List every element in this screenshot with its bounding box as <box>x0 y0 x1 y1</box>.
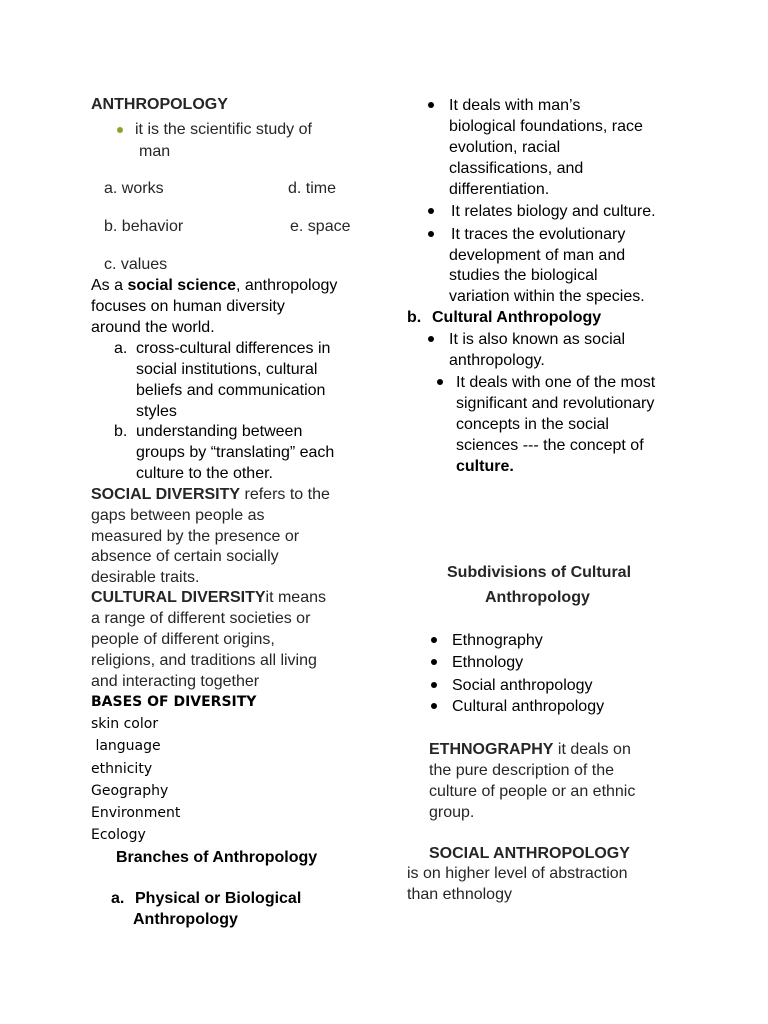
social-diversity-text: refers to the <box>240 486 330 503</box>
physical-bullet-1-line-5: differentiation. <box>449 181 550 198</box>
physical-bullet-3-line-2: development of man and <box>449 247 626 264</box>
bases-item: Geography <box>91 783 169 799</box>
anthropology-heading: ANTHROPOLOGY <box>91 96 228 113</box>
branches-heading: Branches of Anthropology <box>116 849 318 866</box>
cultural-bullet-2-line-3: concepts in the social <box>456 416 609 433</box>
cultural-anthropology-marker: b. <box>407 309 422 326</box>
cultural-bullet-2-line-5: culture. <box>456 458 514 475</box>
bullet-dot-icon <box>437 379 443 385</box>
bases-of-diversity-heading: BASES OF DIVERSITY <box>91 694 257 710</box>
physical-bullet-1-line-1: It deals with man’s <box>449 97 581 114</box>
ethnography-text: it deals on <box>553 741 631 758</box>
ethnography-line-2: the pure description of the <box>429 762 615 779</box>
bullet-dot-icon <box>431 703 437 709</box>
bullet-dot-icon <box>428 102 434 108</box>
social-diversity-line-3: measured by the presence or <box>91 528 300 545</box>
definition-line-1: it is the scientific study of <box>135 121 312 138</box>
social-science-prefix: As a <box>91 277 128 294</box>
focus-a-line-3: beliefs and communication <box>136 382 326 399</box>
physical-bullet-3-line-1: It traces the evolutionary <box>451 226 626 243</box>
cultural-bullet-2-line-1: It deals with one of the most <box>456 374 656 391</box>
branch-a-line-1: Physical or Biological <box>135 890 302 907</box>
focus-b-marker: b. <box>114 423 128 440</box>
bullet-dot-icon <box>428 336 434 342</box>
focus-a-line-4: styles <box>136 403 177 420</box>
social-science-line-3: around the world. <box>91 319 215 336</box>
social-science-suffix: , anthropology <box>235 277 338 294</box>
bases-item: Environment <box>91 805 181 821</box>
social-diversity-line-5: desirable traits. <box>91 569 200 586</box>
social-anthropology-line-1: is on higher level of abstraction <box>407 865 628 882</box>
cultural-anthropology-heading: Cultural Anthropology <box>432 309 602 326</box>
social-anthropology-heading: SOCIAL ANTHROPOLOGY <box>429 845 630 862</box>
cultural-diversity-line-4: religions, and traditions all living <box>91 652 317 669</box>
social-science-line-1 <box>91 275 337 296</box>
bases-item: Ecology <box>91 827 146 843</box>
bases-item: skin color <box>91 716 159 732</box>
bullet-dot-icon <box>431 637 437 643</box>
bases-item: language <box>91 738 161 754</box>
branch-a-line-2: Anthropology <box>133 911 238 928</box>
subdivision-item: Ethnography <box>452 632 543 649</box>
social-diversity-line-1 <box>91 484 330 505</box>
subdivisions-heading-line-1: Subdivisions of Cultural <box>447 564 632 581</box>
cultural-diversity-line-1 <box>91 587 326 608</box>
social-diversity-line-4: absence of certain socially <box>91 548 279 565</box>
cultural-bullet-1-line-1: It is also known as social <box>449 331 626 348</box>
bullet-dot-icon <box>431 682 437 688</box>
ethnography-term: ETHNOGRAPHY <box>429 741 554 758</box>
bullet-dot-icon <box>431 659 437 665</box>
bullet-dot-icon <box>117 127 123 133</box>
cultural-diversity-line-2: a range of different societies or <box>91 610 311 627</box>
cultural-diversity-line-3: people of different origins, <box>91 631 275 648</box>
physical-bullet-3-line-4: variation within the species. <box>449 288 645 305</box>
item-d-time: d. time <box>288 180 337 197</box>
ethnography-line-1 <box>429 739 631 760</box>
physical-bullet-1-line-4: classifications, and <box>449 160 584 177</box>
social-science-term: social science <box>127 277 236 294</box>
subdivision-item: Social anthropology <box>452 677 593 694</box>
cultural-diversity-line-5: and interacting together <box>91 673 260 690</box>
physical-bullet-1-line-2: biological foundations, race <box>449 118 643 135</box>
item-e-space: e. space <box>290 218 351 235</box>
bullet-dot-icon <box>428 231 434 237</box>
subdivision-item: Ethnology <box>452 654 524 671</box>
focus-b-line-1: understanding between <box>136 423 303 440</box>
subdivision-item: Cultural anthropology <box>452 698 605 715</box>
cultural-diversity-term: CULTURAL DIVERSITY <box>91 589 266 606</box>
social-diversity-line-2: gaps between people as <box>91 507 265 524</box>
branch-a-marker: a. <box>111 890 125 907</box>
bases-item: ethnicity <box>91 761 153 777</box>
social-science-line-2: focuses on human diversity <box>91 298 285 315</box>
cultural-bullet-1-line-2: anthropology. <box>449 352 545 369</box>
item-c-values: c. values <box>104 256 168 273</box>
social-diversity-term: SOCIAL DIVERSITY <box>91 486 241 503</box>
cultural-bullet-2-line-2: significant and revolutionary <box>456 395 655 412</box>
item-a-works: a. works <box>104 180 164 197</box>
focus-a-marker: a. <box>114 340 128 357</box>
focus-b-line-2: groups by “translating” each <box>136 444 335 461</box>
focus-b-line-3: culture to the other. <box>136 465 273 482</box>
bullet-dot-icon <box>428 208 434 214</box>
definition-line-2: man <box>139 143 171 160</box>
physical-bullet-3-line-3: studies the biological <box>449 267 598 284</box>
physical-bullet-2-line-1: It relates biology and culture. <box>451 203 656 220</box>
ethnography-line-4: group. <box>429 804 475 821</box>
ethnography-line-3: culture of people or an ethnic <box>429 783 636 800</box>
cultural-bullet-2-line-4: sciences --- the concept of <box>456 437 644 454</box>
cultural-diversity-text: it means <box>265 589 326 606</box>
focus-a-line-2: social institutions, cultural <box>136 361 318 378</box>
social-anthropology-line-2: than ethnology <box>407 886 512 903</box>
item-b-behavior: b. behavior <box>104 218 184 235</box>
physical-bullet-1-line-3: evolution, racial <box>449 139 561 156</box>
focus-a-line-1: cross-cultural differences in <box>136 340 331 357</box>
subdivisions-heading-line-2: Anthropology <box>485 589 590 606</box>
